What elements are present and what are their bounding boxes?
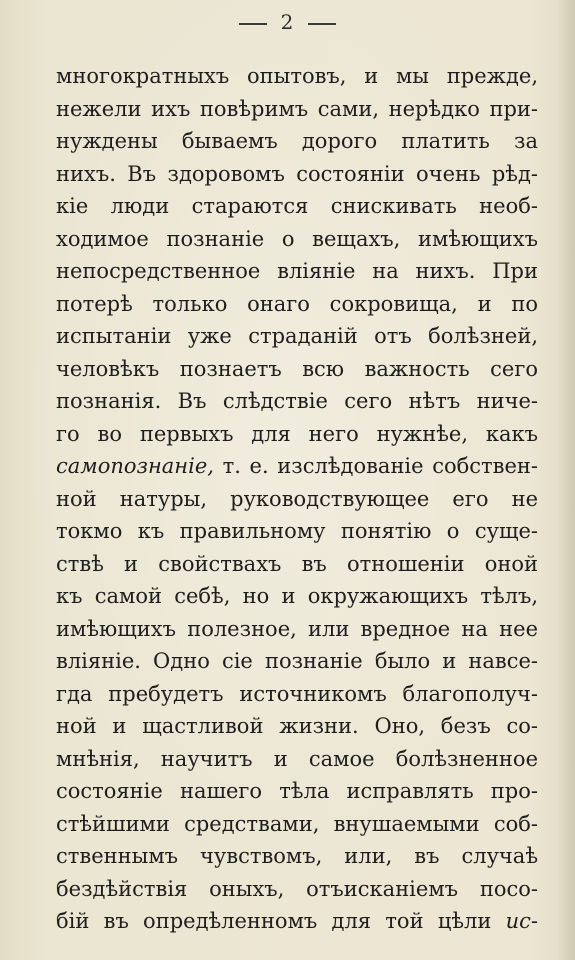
line-text: ной и щастливой жизни. Оно, безъ со- <box>56 714 538 738</box>
line-text: имѣющихъ полезное, или вредное на нее <box>56 616 538 641</box>
line-text: многократныхъ опытовъ, и мы прежде, <box>56 64 538 88</box>
text-line <box>56 483 538 516</box>
line-text: нихъ. Въ здоровомъ состояніи очень рѣд- <box>56 161 538 186</box>
header-left-dash <box>239 23 267 25</box>
line-text: человѣкъ познаетъ всю важность сего <box>56 356 538 381</box>
line-text: гда пребудетъ источникомъ благополуч- <box>56 681 538 706</box>
page-header <box>0 10 575 34</box>
text-line <box>56 548 538 581</box>
text-line <box>56 808 538 841</box>
text-line <box>56 515 538 548</box>
line-text: испытаніи уже страданій отъ болѣзней, <box>56 324 538 348</box>
line-text: бездѣйствія оныхъ, отъисканіемъ посо- <box>56 876 538 901</box>
line-text: потерѣ только онаго сокровища, и по <box>56 291 538 316</box>
line-text: ственнымъ чувствомъ, или, въ случаѣ <box>56 844 538 868</box>
text-line <box>56 93 538 126</box>
text-line <box>56 775 538 808</box>
line-text: бій въ опредѣленномъ для той цѣли <box>56 909 492 933</box>
text-line <box>56 743 538 776</box>
text-line <box>56 840 538 873</box>
page-edge-shadow <box>557 0 575 960</box>
text-line <box>56 418 538 451</box>
text-line <box>56 255 538 288</box>
text-line <box>56 60 538 93</box>
line-text: стѣйшими средствами, внушаемыми соб- <box>56 811 538 836</box>
text-line <box>56 645 538 678</box>
text-line <box>56 353 538 386</box>
text-line <box>56 158 538 191</box>
body-text <box>56 60 538 938</box>
text-line <box>56 580 538 613</box>
italic-term: самопознаніе, <box>56 454 214 478</box>
text-line <box>56 125 538 158</box>
line-text: кіе люди стараются снискивать необ- <box>56 194 538 218</box>
text-line <box>56 710 538 743</box>
line-text: ствѣ и свойствахъ въ отношеніи оной <box>56 551 538 576</box>
text-line <box>56 320 538 353</box>
line-text: нежели ихъ повѣримъ сами, нерѣдко при- <box>56 96 538 121</box>
line-text: познанія. Въ слѣдствіе сего нѣтъ ниче- <box>56 389 538 413</box>
text-line <box>56 873 538 906</box>
line-text: ходимое познаніе о вещахъ, имѣющихъ <box>56 226 538 251</box>
line-text: ной натуры, руководствующее его не <box>56 486 538 511</box>
text-line <box>56 223 538 256</box>
line-text: къ самой себѣ, но и окружающихъ тѣлъ, <box>56 584 538 608</box>
text-line <box>56 288 538 321</box>
text-line <box>56 905 538 938</box>
line-text: токмо къ правильному понятію о суще- <box>56 519 538 543</box>
line-text: состояніе нашего тѣла исправлять про- <box>56 779 538 803</box>
text-line <box>56 190 538 223</box>
text-line <box>56 678 538 711</box>
line-text: непосредственное вліяніе на нихъ. При <box>56 259 538 283</box>
text-line <box>56 613 538 646</box>
line-text: вліяніе. Одно сіе познаніе было и навсе- <box>56 649 538 673</box>
line-text: т. е. изслѣдованіе собствен- <box>213 454 538 478</box>
text-line <box>56 385 538 418</box>
page-number: 2 <box>280 10 295 34</box>
text-line <box>56 450 538 483</box>
line-text: мнѣнія, научитъ и самое болѣзненное <box>56 746 538 771</box>
italic-hyphenated-word: ис- <box>505 909 538 933</box>
line-text: нуждены бываемъ дорого платить за <box>56 129 538 153</box>
line-text: го во первыхъ для него нужнѣе, какъ <box>56 421 538 446</box>
header-right-dash <box>308 23 336 25</box>
